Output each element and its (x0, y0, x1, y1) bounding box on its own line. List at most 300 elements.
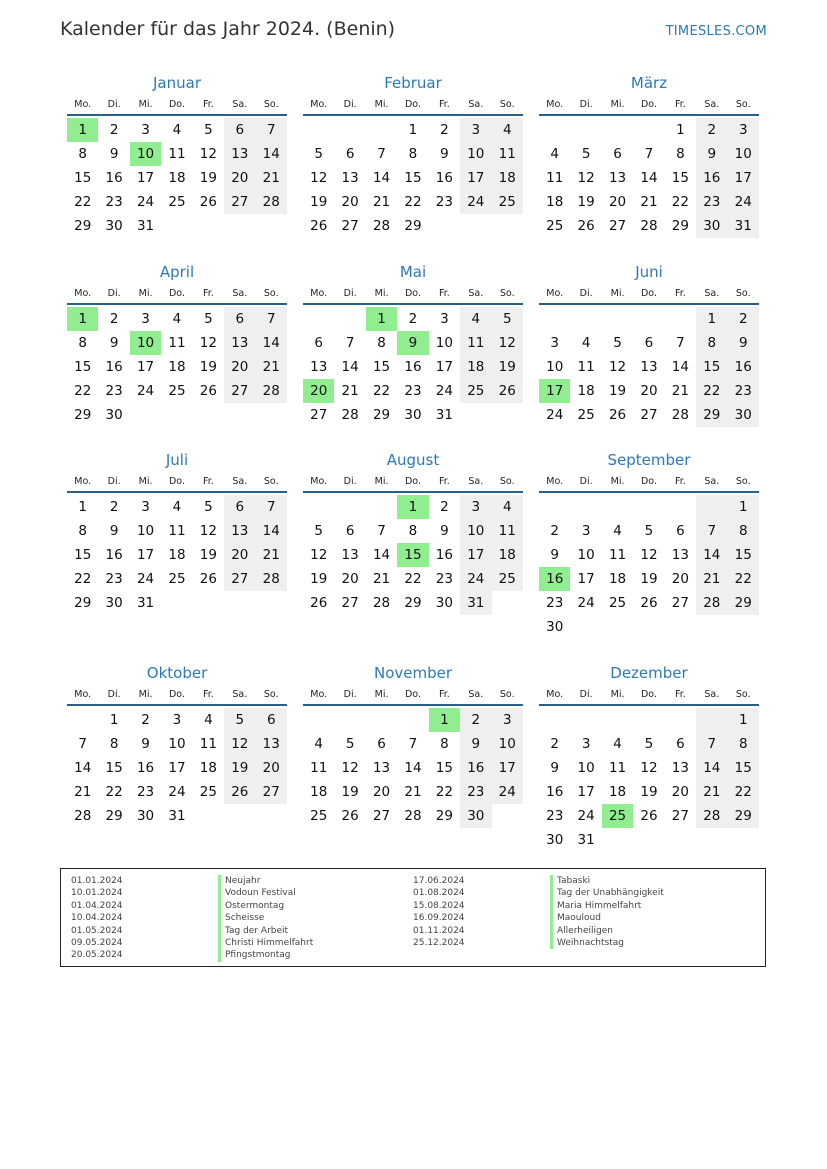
empty-day-cell (665, 708, 696, 732)
day-cell: 2 (408, 311, 418, 327)
empty-day-cell (224, 403, 255, 427)
day-cell: 15 (404, 170, 422, 186)
day-cell: 1 (408, 122, 418, 138)
legend-holiday-name: Tag der Unabhängigkeit (550, 887, 664, 899)
day-cell: 11 (577, 359, 595, 375)
holiday-day-cell: 10 (130, 142, 161, 166)
day-cell: 23 (696, 190, 727, 214)
empty-day-cell (633, 118, 664, 142)
day-cell: 12 (310, 547, 328, 563)
day-cell: 6 (345, 146, 355, 162)
header-rule (303, 303, 523, 305)
weekday-label: So. (499, 688, 515, 700)
day-cell: 8 (109, 736, 119, 752)
day-cell: 29 (404, 218, 422, 234)
day-cell: 14 (256, 519, 287, 543)
day-cell: 20 (640, 383, 658, 399)
day-cell: 29 (74, 218, 92, 234)
legend-holiday-name: Maria Himmelfahrt (550, 900, 664, 912)
day-cell: 24 (136, 194, 155, 210)
weekday-label: Di. (343, 287, 357, 299)
week-row (303, 567, 523, 591)
day-cell: 29 (728, 804, 759, 828)
weekday-label: So. (499, 287, 515, 299)
day-cell: 6 (224, 307, 255, 331)
day-cell: 25 (460, 379, 491, 403)
week-row (539, 166, 759, 190)
day-cell: 18 (546, 194, 564, 210)
day-cell: 10 (577, 547, 595, 563)
day-cell: 1 (728, 495, 759, 519)
day-cell: 19 (199, 359, 217, 375)
day-cell: 2 (550, 736, 559, 752)
month-name: Juni (635, 263, 663, 281)
day-cell: 7 (696, 732, 727, 756)
empty-day-cell (602, 615, 633, 639)
day-cell: 21 (671, 383, 689, 399)
month-7 (67, 449, 287, 615)
day-cell: 4 (172, 122, 182, 138)
empty-day-cell (539, 307, 570, 331)
day-cell: 8 (408, 146, 418, 162)
weekday-label: Sa. (468, 475, 484, 487)
day-cell: 22 (728, 780, 759, 804)
day-cell: 3 (141, 499, 150, 515)
day-cell: 16 (435, 170, 453, 186)
day-cell: 4 (613, 523, 622, 539)
month-12 (539, 662, 759, 852)
weekday-header (539, 94, 759, 114)
day-cell: 27 (640, 407, 658, 423)
legend-dates-left (71, 875, 123, 962)
day-cell: 26 (492, 379, 523, 403)
weekday-label: So. (499, 475, 515, 487)
legend-holiday-name: Maouloud (550, 912, 664, 924)
day-cell: 15 (372, 359, 391, 375)
week-row (303, 732, 523, 756)
day-cell: 5 (204, 122, 213, 138)
week-row (539, 331, 759, 355)
weekday-label: Mi. (610, 287, 625, 299)
day-cell: 29 (728, 591, 759, 615)
week-row (539, 307, 759, 331)
week-row (303, 307, 523, 331)
day-cell: 28 (671, 407, 689, 423)
week-row (303, 190, 523, 214)
weekday-label: So. (499, 98, 515, 110)
weekday-header (67, 471, 287, 491)
week-row (67, 495, 287, 519)
day-cell: 17 (460, 543, 491, 567)
week-row (67, 331, 287, 355)
day-cell: 27 (372, 808, 391, 824)
weekday-label: So. (735, 287, 751, 299)
day-cell: 3 (440, 311, 449, 327)
day-cell: 12 (199, 146, 217, 162)
day-cell: 25 (168, 571, 186, 587)
legend-names-right (550, 875, 664, 949)
day-cell: 20 (671, 784, 689, 800)
day-cell: 20 (341, 571, 359, 587)
header-rule (539, 704, 759, 706)
day-cell: 28 (372, 595, 391, 611)
day-cell: 25 (577, 407, 595, 423)
holiday-day-cell: 17 (539, 379, 570, 403)
day-cell: 16 (105, 547, 123, 563)
day-cell: 11 (168, 146, 186, 162)
day-cell: 6 (224, 495, 255, 519)
day-cell: 15 (74, 170, 92, 186)
weekday-label: Mi. (610, 475, 625, 487)
weekday-label: Fr. (438, 98, 450, 110)
empty-day-cell (602, 307, 633, 331)
day-cell: 16 (546, 784, 564, 800)
weekday-label: Mo. (74, 688, 92, 700)
day-cell: 8 (728, 732, 759, 756)
day-cell: 5 (492, 307, 523, 331)
week-row (67, 190, 287, 214)
header-rule (539, 303, 759, 305)
day-cell: 8 (676, 146, 685, 162)
week-row (303, 519, 523, 543)
weekday-label: So. (735, 688, 751, 700)
empty-day-cell (130, 403, 161, 427)
weekday-label: Fr. (438, 688, 450, 700)
weekday-label: Sa. (704, 98, 720, 110)
day-cell: 23 (136, 784, 155, 800)
week-row (539, 379, 759, 403)
week-row (67, 708, 287, 732)
weekday-label: Di. (107, 287, 121, 299)
holiday-day-cell: 25 (602, 804, 633, 828)
day-cell: 11 (546, 170, 564, 186)
day-cell: 23 (546, 808, 564, 824)
site-link[interactable]: TIMESLES.COM (665, 24, 767, 39)
day-cell: 6 (613, 146, 622, 162)
day-cell: 23 (460, 780, 491, 804)
empty-day-cell (633, 708, 664, 732)
day-cell: 19 (310, 194, 328, 210)
week-row (303, 804, 523, 828)
empty-day-cell (303, 118, 334, 142)
week-row (303, 118, 523, 142)
day-cell: 27 (224, 190, 255, 214)
weekday-label: Do. (640, 98, 657, 110)
week-row (67, 756, 287, 780)
day-cell: 20 (224, 543, 255, 567)
week-row (67, 567, 287, 591)
empty-day-cell (224, 591, 255, 615)
day-cell: 24 (435, 383, 453, 399)
empty-day-cell (303, 307, 334, 331)
legend-date: 17.06.2024 (413, 876, 465, 886)
weekday-label: Mo. (310, 688, 328, 700)
legend-holiday-name: Allerheiligen (550, 925, 664, 937)
holiday-day-cell: 1 (67, 118, 98, 142)
day-cell: 1 (109, 712, 119, 728)
day-cell: 15 (728, 756, 759, 780)
day-cell: 17 (168, 760, 186, 776)
day-cell: 3 (581, 523, 591, 539)
day-cell: 7 (256, 118, 287, 142)
weekday-label: Mi. (610, 688, 625, 700)
day-cell: 24 (577, 595, 595, 611)
day-cell: 19 (640, 784, 658, 800)
empty-day-cell (224, 214, 255, 238)
day-cell: 9 (440, 523, 449, 539)
empty-day-cell (366, 708, 397, 732)
day-cell: 11 (168, 335, 186, 351)
header-rule (303, 704, 523, 706)
empty-day-cell (256, 804, 287, 828)
day-cell: 16 (435, 547, 453, 563)
empty-day-cell (728, 828, 759, 852)
day-cell: 29 (74, 407, 92, 423)
legend-date: 20.05.2024 (71, 950, 123, 961)
empty-day-cell (602, 118, 633, 142)
week-row (539, 519, 759, 543)
day-cell: 26 (199, 383, 217, 399)
day-cell: 16 (460, 756, 491, 780)
day-cell: 7 (408, 736, 418, 752)
empty-day-cell (334, 307, 365, 331)
day-cell: 15 (728, 543, 759, 567)
month-name: Mai (399, 263, 427, 281)
day-cell: 18 (168, 547, 186, 563)
day-cell: 24 (168, 784, 186, 800)
weekday-label: Fr. (674, 287, 686, 299)
legend-holiday-name: Weihnachtstag (550, 937, 664, 949)
day-cell: 17 (435, 359, 453, 375)
legend-holiday-name: Vodoun Festival (218, 887, 313, 899)
day-cell: 9 (696, 142, 727, 166)
empty-day-cell (334, 495, 365, 519)
day-cell: 18 (199, 760, 217, 776)
day-cell: 25 (492, 567, 523, 591)
day-cell: 10 (168, 736, 186, 752)
day-cell: 5 (314, 146, 323, 162)
day-cell: 26 (224, 780, 255, 804)
day-cell: 21 (341, 383, 359, 399)
day-cell: 13 (256, 732, 287, 756)
day-cell: 29 (105, 808, 123, 824)
header-rule (303, 491, 523, 493)
day-cell: 28 (341, 407, 359, 423)
day-cell: 7 (377, 523, 386, 539)
week-row (539, 708, 759, 732)
weekday-label: Fr. (674, 98, 686, 110)
day-cell: 5 (613, 335, 622, 351)
day-cell: 19 (224, 756, 255, 780)
day-cell: 14 (372, 170, 391, 186)
empty-day-cell (193, 591, 224, 615)
week-row (539, 756, 759, 780)
weekday-label: Mo. (546, 98, 564, 110)
week-row (303, 591, 523, 615)
day-cell: 3 (728, 118, 759, 142)
day-cell: 10 (728, 142, 759, 166)
week-row (539, 543, 759, 567)
day-cell: 25 (310, 808, 328, 824)
day-cell: 27 (224, 567, 255, 591)
month-name: März (630, 74, 668, 92)
day-cell: 6 (345, 523, 355, 539)
day-cell: 15 (74, 359, 92, 375)
day-cell: 20 (224, 166, 255, 190)
day-cell: 22 (372, 383, 391, 399)
weekday-label: So. (263, 98, 279, 110)
day-cell: 28 (256, 190, 287, 214)
weekday-label: Sa. (704, 688, 720, 700)
page-title: Kalender für das Jahr 2024. (Benin) (60, 18, 396, 40)
day-cell: 2 (440, 499, 449, 515)
weekday-label: So. (735, 98, 751, 110)
day-cell: 23 (546, 595, 564, 611)
week-row (539, 403, 759, 427)
month-name: April (159, 263, 195, 281)
day-cell: 27 (341, 218, 359, 234)
week-row (303, 495, 523, 519)
week-row (303, 780, 523, 804)
day-cell: 8 (78, 146, 87, 162)
day-cell: 3 (550, 335, 559, 351)
day-cell: 24 (546, 407, 564, 423)
day-cell: 13 (671, 547, 689, 563)
day-cell: 28 (404, 808, 422, 824)
weekday-label: Mi. (610, 98, 625, 110)
header-rule (539, 491, 759, 493)
day-cell: 31 (728, 214, 759, 238)
day-cell: 11 (199, 736, 217, 752)
day-cell: 30 (546, 832, 564, 848)
day-cell: 5 (204, 311, 213, 327)
day-cell: 9 (109, 146, 119, 162)
holiday-day-cell: 1 (67, 307, 98, 331)
day-cell: 23 (105, 383, 123, 399)
day-cell: 4 (581, 335, 591, 351)
day-cell: 24 (728, 190, 759, 214)
day-cell: 24 (577, 808, 595, 824)
weekday-label: Sa. (232, 287, 248, 299)
day-cell: 20 (224, 355, 255, 379)
empty-day-cell (665, 615, 696, 639)
day-cell: 12 (577, 170, 595, 186)
day-cell: 11 (168, 523, 186, 539)
empty-day-cell (696, 615, 727, 639)
weekday-header (303, 684, 523, 704)
day-cell: 25 (168, 194, 186, 210)
legend-holiday-name: Neujahr (218, 875, 313, 887)
day-cell: 8 (696, 331, 727, 355)
empty-day-cell (193, 403, 224, 427)
empty-day-cell (460, 403, 491, 427)
day-cell: 22 (404, 571, 422, 587)
day-cell: 13 (341, 170, 359, 186)
day-cell: 23 (105, 194, 123, 210)
day-cell: 17 (492, 756, 523, 780)
day-cell: 17 (136, 170, 155, 186)
day-cell: 28 (640, 218, 658, 234)
holiday-day-cell: 1 (397, 495, 428, 519)
day-cell: 19 (310, 571, 328, 587)
week-row (303, 756, 523, 780)
month-4 (67, 261, 287, 427)
day-cell: 25 (199, 784, 217, 800)
day-cell: 26 (640, 808, 658, 824)
weekday-label: Mi. (138, 287, 153, 299)
week-row (539, 615, 759, 639)
day-cell: 11 (460, 331, 491, 355)
day-cell: 16 (105, 359, 123, 375)
day-cell: 23 (404, 383, 422, 399)
day-cell: 27 (671, 595, 689, 611)
day-cell: 2 (550, 523, 559, 539)
day-cell: 5 (581, 146, 591, 162)
day-cell: 25 (168, 383, 186, 399)
day-cell: 18 (168, 359, 186, 375)
day-cell: 16 (105, 170, 123, 186)
month-name: Januar (153, 74, 201, 92)
day-cell: 21 (372, 194, 391, 210)
empty-day-cell (303, 495, 334, 519)
month-name: Juli (165, 451, 189, 469)
empty-day-cell (161, 214, 192, 238)
day-cell: 30 (546, 619, 564, 635)
day-cell: 29 (404, 595, 422, 611)
header-rule (303, 114, 523, 116)
weekday-header (539, 684, 759, 704)
day-cell: 9 (109, 523, 119, 539)
day-cell: 28 (696, 591, 727, 615)
day-cell: 27 (256, 780, 287, 804)
day-cell: 30 (136, 808, 155, 824)
day-cell: 5 (644, 736, 654, 752)
day-cell: 22 (74, 571, 92, 587)
day-cell: 6 (256, 708, 287, 732)
day-cell: 23 (435, 571, 453, 587)
week-row (539, 732, 759, 756)
header-rule (539, 114, 759, 116)
month-name: Oktober (146, 664, 208, 682)
week-row (539, 142, 759, 166)
weekday-label: Mo. (546, 688, 564, 700)
day-cell: 3 (492, 708, 523, 732)
day-cell: 26 (577, 218, 595, 234)
day-cell: 4 (460, 307, 491, 331)
legend-date: 09.05.2024 (71, 937, 123, 948)
day-cell: 7 (676, 335, 685, 351)
day-cell: 7 (256, 495, 287, 519)
day-cell: 21 (372, 571, 391, 587)
empty-day-cell (256, 214, 287, 238)
holiday-day-cell: 10 (130, 331, 161, 355)
weekday-header (303, 94, 523, 114)
day-cell: 5 (204, 499, 213, 515)
weekday-label: Mi. (138, 475, 153, 487)
day-cell: 26 (199, 571, 217, 587)
weekday-label: Do. (168, 475, 185, 487)
weekday-header (67, 283, 287, 303)
day-cell: 8 (728, 519, 759, 543)
empty-day-cell (256, 403, 287, 427)
day-cell: 3 (172, 712, 182, 728)
day-cell: 18 (460, 355, 491, 379)
day-cell: 9 (550, 760, 559, 776)
day-cell: 28 (256, 379, 287, 403)
day-cell: 21 (696, 780, 727, 804)
day-cell: 18 (608, 784, 627, 800)
weekday-label: Fr. (674, 688, 686, 700)
